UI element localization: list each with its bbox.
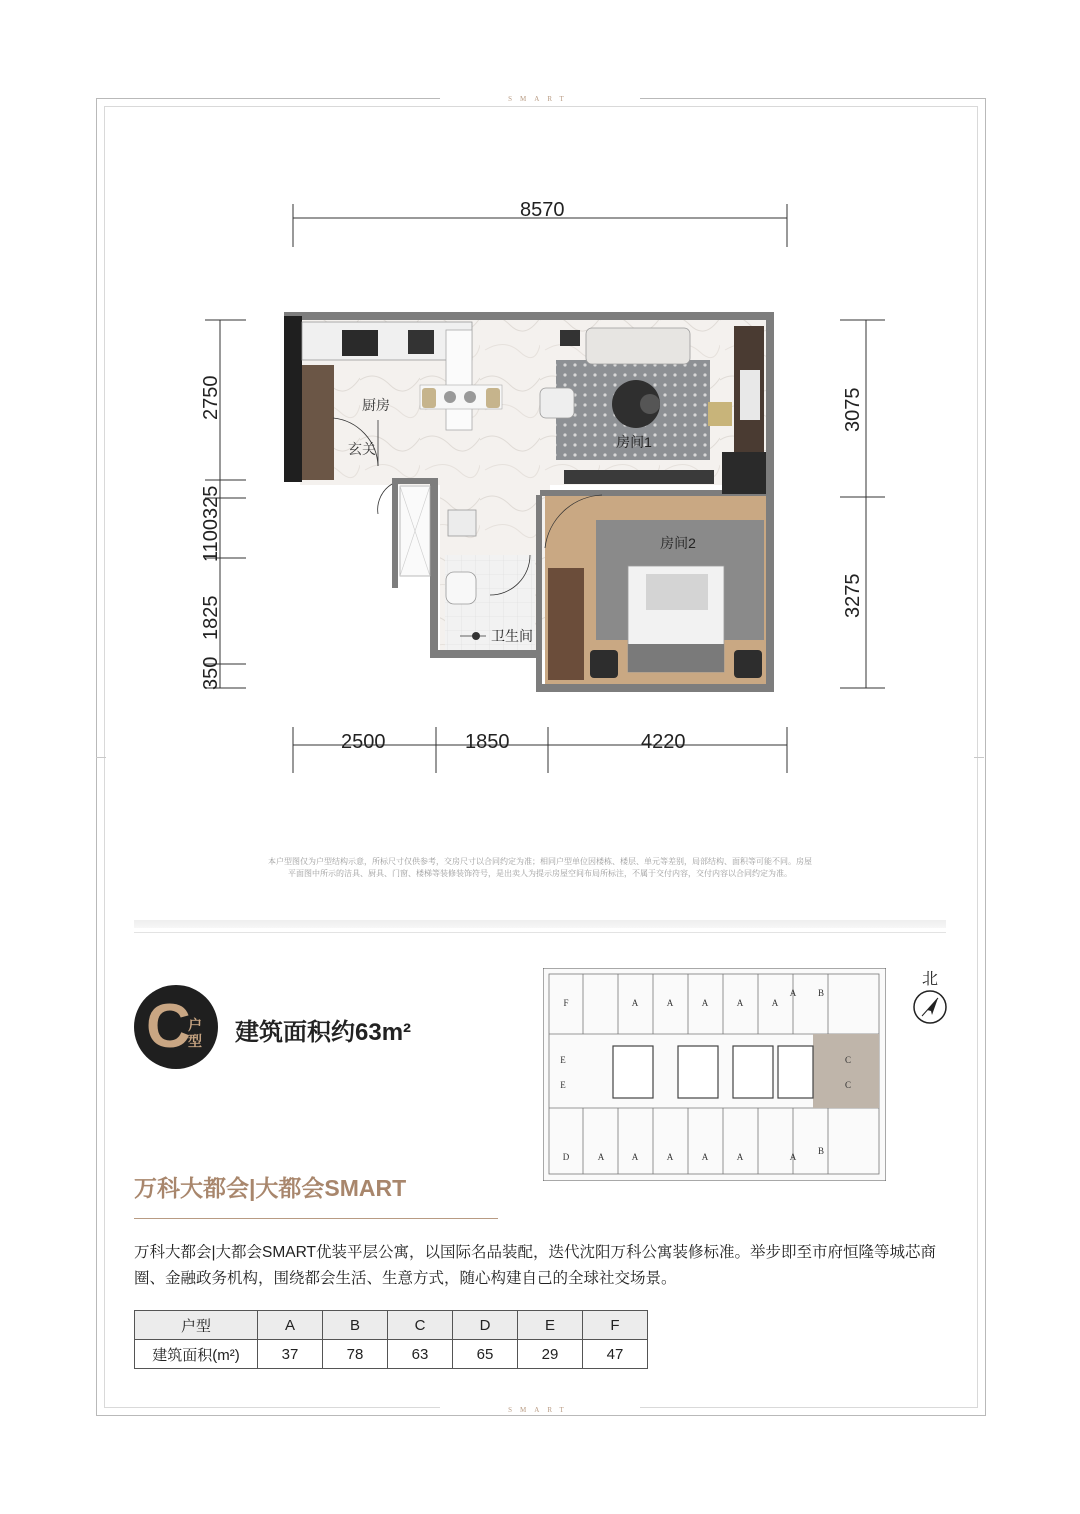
dim-top: 8570 xyxy=(520,199,565,221)
room-label-kitchen: 厨房 xyxy=(362,397,390,413)
table-cell-area: 29 xyxy=(518,1340,583,1369)
dim-bottom-1: 2500 xyxy=(341,731,386,753)
table-row xyxy=(135,1340,648,1369)
key-unit-bottom-4: A xyxy=(666,1152,674,1162)
disclaimer xyxy=(240,856,840,880)
key-unit-right-1: C xyxy=(844,1055,852,1065)
dim-left-3: 1825 xyxy=(200,595,222,640)
unit-area-table xyxy=(134,1310,648,1369)
north-indicator xyxy=(912,966,948,1030)
room-label-entry: 玄关 xyxy=(348,441,376,457)
key-unit-right-2: C xyxy=(844,1080,852,1090)
table-cell-type: D xyxy=(453,1311,518,1340)
room-label-room1: 房间1 xyxy=(616,434,652,450)
unit-type-badge xyxy=(134,985,218,1069)
key-unit-top-6: A xyxy=(771,998,779,1008)
section-divider-thin xyxy=(134,932,946,933)
table-row xyxy=(135,1311,648,1340)
dim-bottom-2: 1850 xyxy=(465,731,510,753)
key-unit-top-7: A xyxy=(789,988,797,998)
key-unit-bottom-1: D xyxy=(562,1152,570,1162)
key-unit-bottom-3: A xyxy=(631,1152,639,1162)
dim-left-1: 2750 xyxy=(200,375,222,420)
table-header-label: 户型 xyxy=(135,1311,258,1340)
key-unit-left-2: E xyxy=(560,1080,566,1090)
area-title: 建筑面积约63m² xyxy=(235,1019,412,1046)
room-label-room2: 房间2 xyxy=(660,535,696,551)
room-label-bathroom: 卫生间 xyxy=(491,628,533,644)
unit-type-letter: C xyxy=(146,992,191,1061)
key-unit-bottom-5: A xyxy=(701,1152,709,1162)
brand-mark-top: SMART xyxy=(440,95,640,103)
table-cell-type: F xyxy=(583,1311,648,1340)
table-cell-type: E xyxy=(518,1311,583,1340)
dim-right-1: 3075 xyxy=(842,387,864,432)
key-unit-top-8: B xyxy=(817,988,825,998)
key-unit-left-1: E xyxy=(560,1055,566,1065)
key-unit-bottom-8: B xyxy=(817,1146,825,1156)
project-underline xyxy=(134,1218,498,1219)
section-divider xyxy=(134,920,946,928)
dim-bottom-3: 4220 xyxy=(641,731,686,753)
compass-icon xyxy=(912,989,948,1025)
north-label: 北 xyxy=(921,971,938,988)
disclaimer-line-2: 平面图中所示的洁具、厨具、门窗、楼梯等装修装饰符号，是出卖人为提示房屋空间布局所标注，不属于交付内容，交付内容以合同约定为准。 xyxy=(288,869,792,878)
key-unit-top-3: A xyxy=(666,998,674,1008)
table-cell-type: A xyxy=(258,1311,323,1340)
table-cell-area: 78 xyxy=(323,1340,388,1369)
key-unit-top-5: A xyxy=(736,998,744,1008)
table-cell-area: 63 xyxy=(388,1340,453,1369)
key-unit-bottom-6: A xyxy=(736,1152,744,1162)
disclaimer-line-1: 本户型图仅为户型结构示意，所标尺寸仅供参考，交房尺寸以合同约定为准；相同户型单位因楼栋、楼层、单元等差别，局部结构、面积等可能不同。房屋 xyxy=(268,857,812,866)
key-unit-top-4: A xyxy=(701,998,709,1008)
table-cell-area: 65 xyxy=(453,1340,518,1369)
dim-left-2: 1100325 xyxy=(200,485,222,562)
table-cell-type: C xyxy=(388,1311,453,1340)
key-plan xyxy=(543,968,886,1181)
brand-mark-bottom: SMART xyxy=(440,1406,640,1414)
dim-left-4: 350 xyxy=(200,656,222,690)
table-cell-area: 37 xyxy=(258,1340,323,1369)
key-unit-top-2: A xyxy=(631,998,639,1008)
project-description: 万科大都会|大都会SMART优装平层公寓，以国际名品装配，迭代沈阳万科公寓装修标准。举步即至市府恒隆等城芯商圈、金融政务机构，围绕都会生活、生意方式，随心构建自己的全球社交场景。 xyxy=(134,1244,936,1287)
key-unit-bottom-7: A xyxy=(789,1152,797,1162)
project-name: 万科大都会|大都会SMART xyxy=(134,1175,407,1201)
key-unit-top-1: F xyxy=(563,998,569,1008)
table-row-label: 建筑面积(m²) xyxy=(135,1340,258,1369)
key-unit-bottom-2: A xyxy=(597,1152,605,1162)
dim-right-2: 3275 xyxy=(842,573,864,618)
unit-type-sub: 户型 xyxy=(188,1017,202,1049)
table-cell-area: 47 xyxy=(583,1340,648,1369)
table-cell-type: B xyxy=(323,1311,388,1340)
